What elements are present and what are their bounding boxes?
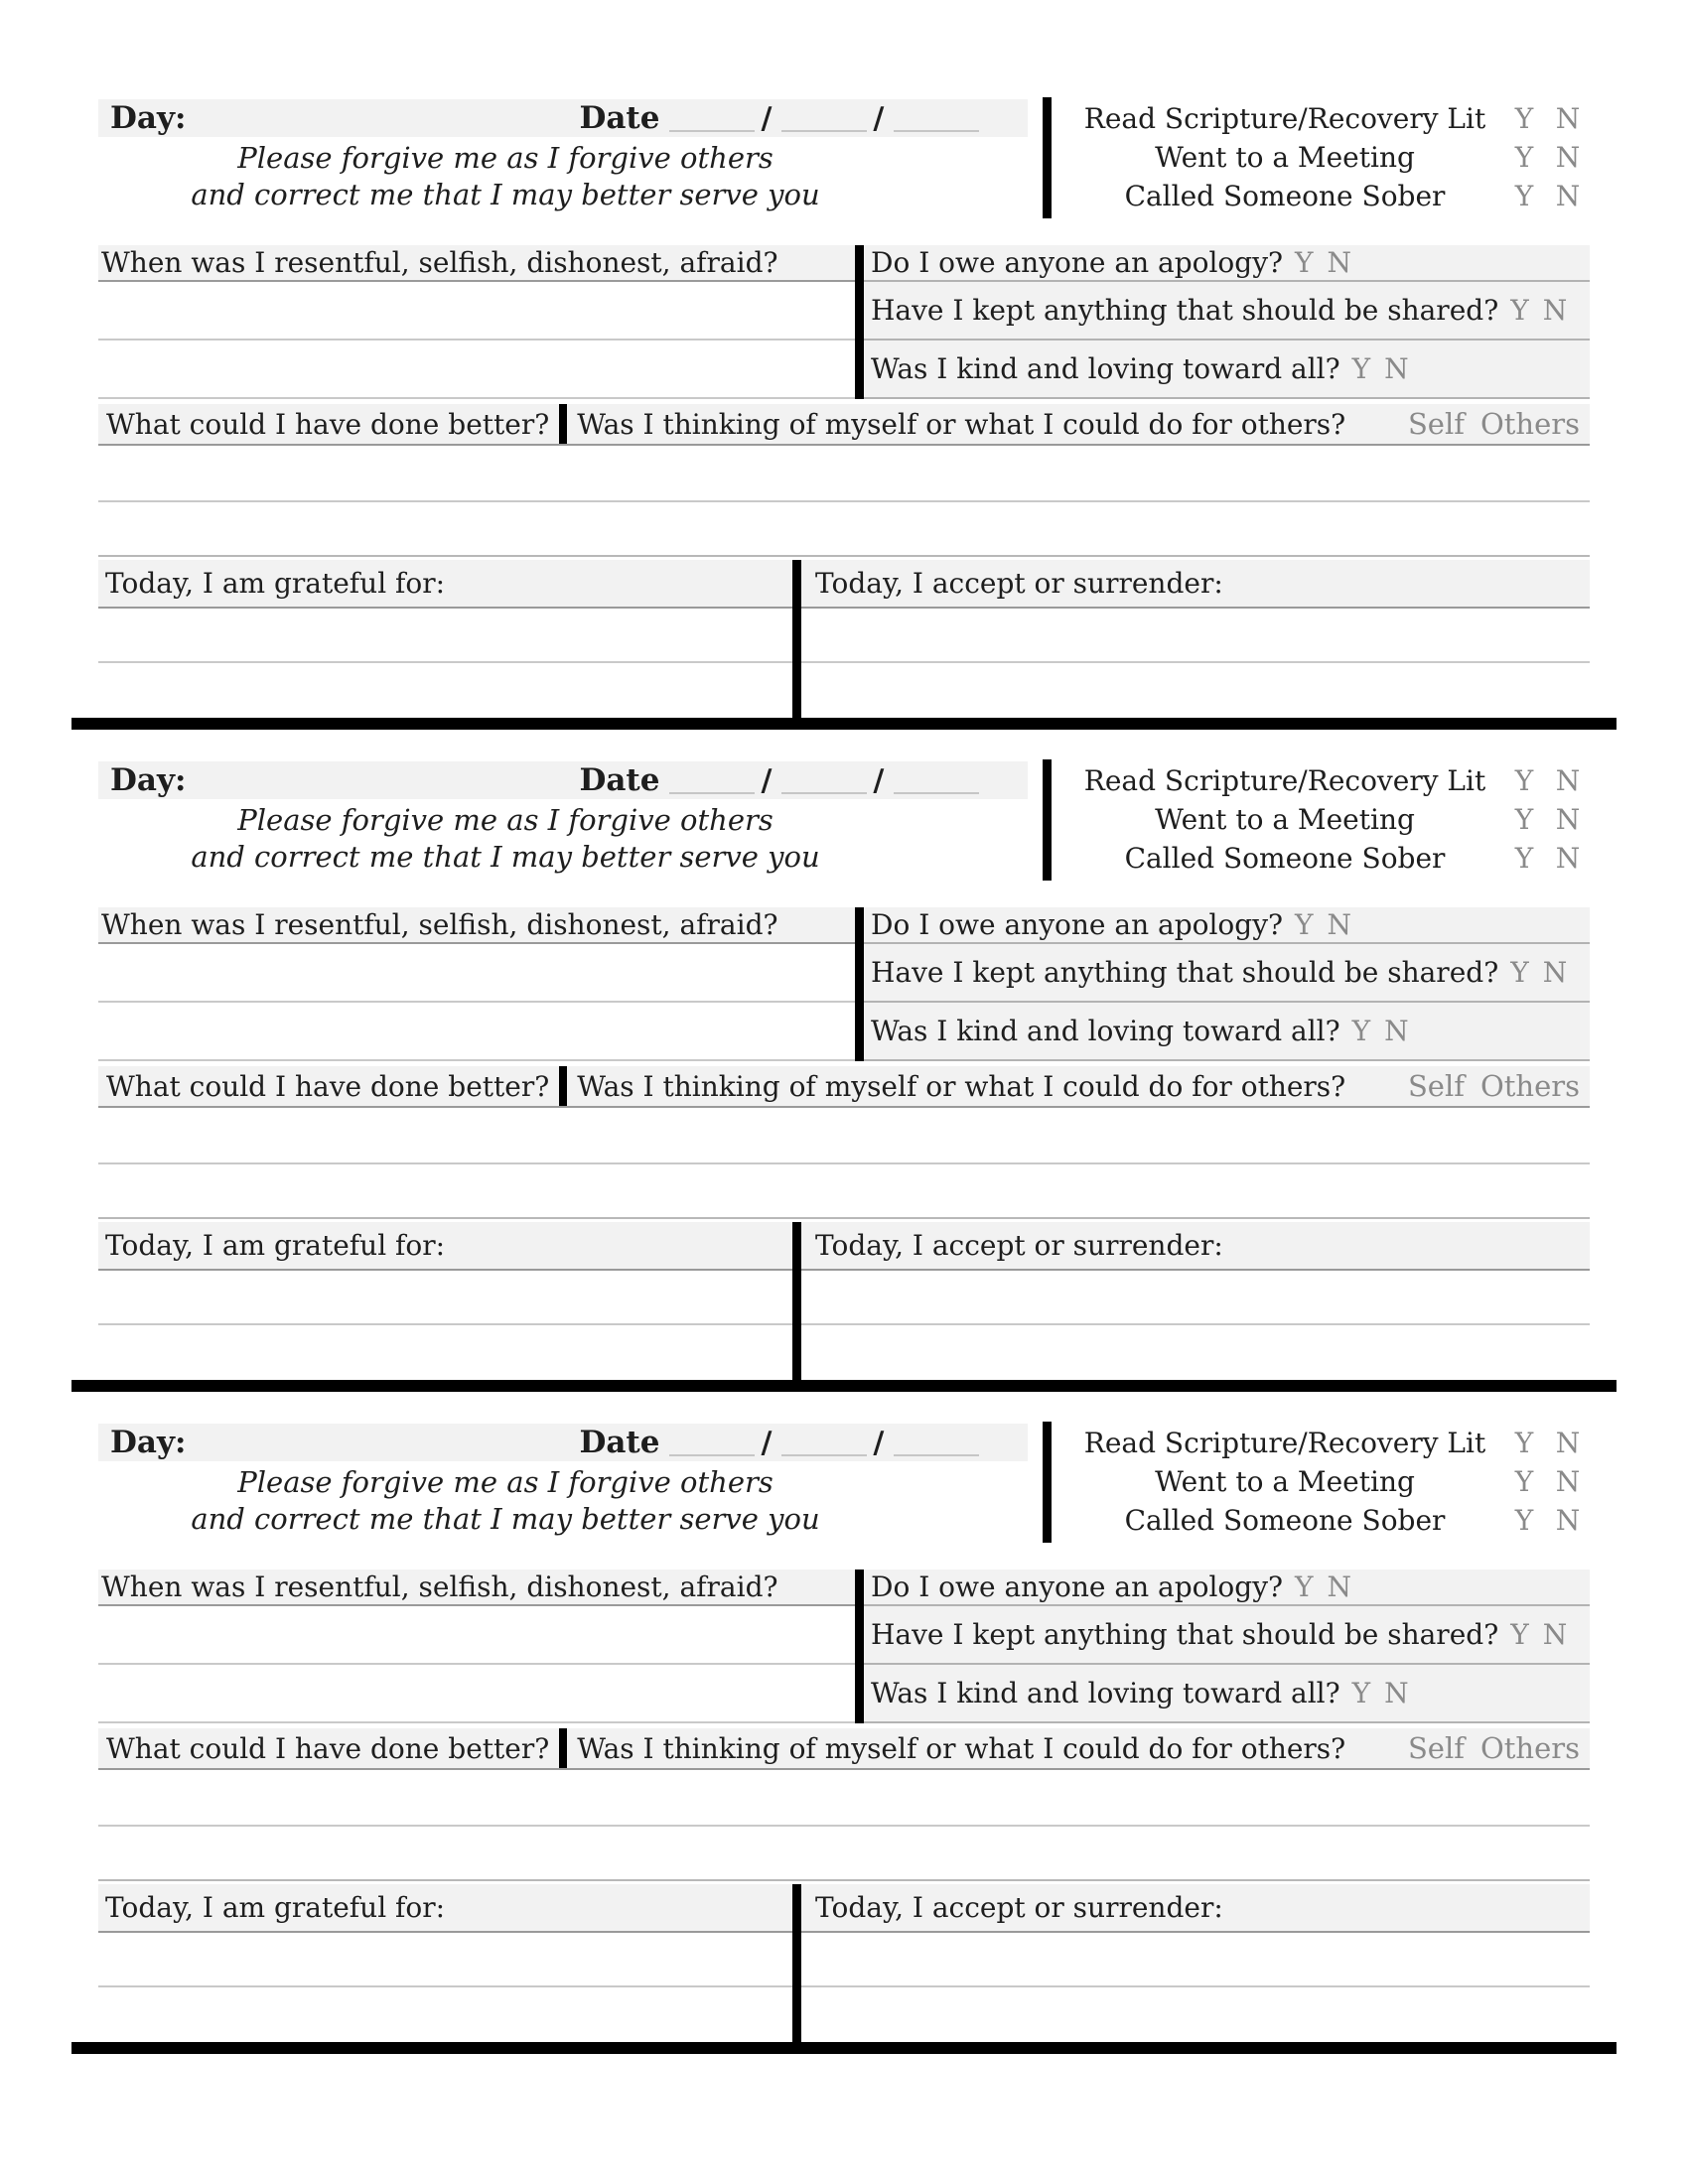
checklist-item-meeting — [1067, 138, 1590, 177]
yes-option[interactable]: Y — [1351, 1015, 1371, 1047]
writing-line[interactable] — [98, 1770, 1590, 1827]
entry-header — [98, 1424, 1590, 1543]
section-separator — [71, 1380, 1617, 1392]
date-slash: / — [761, 100, 773, 136]
date-year-blank[interactable] — [894, 768, 979, 794]
prayer-line-1: Please forgive me as I forgive others — [237, 1465, 774, 1499]
yes-option[interactable]: Y — [1514, 180, 1534, 212]
yes-option[interactable]: Y — [1514, 803, 1534, 836]
questions-divider-bar — [855, 1570, 864, 1723]
yes-option[interactable]: Y — [1514, 141, 1534, 174]
done-better-row — [98, 404, 1590, 446]
no-option[interactable]: N — [1555, 102, 1581, 135]
no-option[interactable]: N — [1555, 764, 1581, 797]
writing-line[interactable] — [98, 1665, 855, 1723]
date-slash: / — [761, 1425, 773, 1460]
others-option[interactable]: Others — [1479, 1069, 1580, 1103]
entry-header — [98, 761, 1590, 881]
resentful-column — [98, 1570, 855, 1723]
grateful-header: Today, I am grateful for: — [98, 560, 792, 609]
resentful-prompt: When was I resentful, selfish, dishonest, afraid? — [98, 907, 855, 944]
shared-question-row — [864, 1606, 1590, 1665]
yes-option[interactable]: Y — [1514, 842, 1534, 875]
resentful-prompt: When was I resentful, selfish, dishonest, afraid? — [98, 245, 855, 282]
checklist-item-label: Called Someone Sober — [1124, 1504, 1446, 1537]
yes-no-questions-column — [864, 245, 1590, 399]
prayer-line-2: and correct me that I may better serve you — [191, 178, 820, 211]
done-better-question: What could I have done better? — [106, 407, 550, 441]
date-day-blank[interactable] — [781, 106, 867, 132]
checklist-divider-bar — [1043, 1422, 1052, 1543]
yes-option[interactable]: Y — [1514, 1427, 1534, 1459]
checklist-item-scripture — [1067, 761, 1590, 800]
date-month-blank[interactable] — [669, 768, 755, 794]
shared-question-row — [864, 282, 1590, 341]
writing-line[interactable] — [98, 1003, 855, 1061]
yes-option[interactable]: Y — [1510, 1618, 1529, 1651]
kind-loving-question-row — [864, 1665, 1590, 1723]
writing-line[interactable] — [801, 1271, 1590, 1325]
question-text: Was I kind and loving toward all? — [871, 1677, 1340, 1709]
done-better-row — [98, 1728, 1590, 1770]
question-text: Have I kept anything that should be shared? — [871, 956, 1499, 989]
date-month-blank[interactable] — [669, 106, 755, 132]
no-option[interactable]: N — [1384, 1015, 1409, 1047]
gratitude-surrender-block — [98, 1884, 1590, 2042]
questions-divider-bar — [855, 907, 864, 1061]
daily-inventory-entry — [98, 99, 1590, 730]
day-date-column — [98, 1424, 1028, 1543]
yes-option[interactable]: Y — [1295, 908, 1314, 941]
yes-option[interactable]: Y — [1295, 246, 1314, 279]
day-label: Day: — [110, 762, 187, 798]
checklist-item-called-sober — [1067, 839, 1590, 878]
day-label: Day: — [110, 1425, 187, 1460]
entry-header — [98, 99, 1590, 218]
no-option[interactable]: N — [1555, 1427, 1581, 1459]
writing-line[interactable] — [801, 1325, 1590, 1380]
gratitude-top-rule — [98, 1217, 1590, 1219]
resentful-column — [98, 245, 855, 399]
surrender-column — [801, 1222, 1590, 1380]
yes-option[interactable]: Y — [1351, 352, 1371, 385]
grateful-column — [98, 560, 792, 718]
date-label: Date — [579, 100, 660, 136]
checklist-item-scripture — [1067, 99, 1590, 138]
date-year-blank[interactable] — [894, 1431, 979, 1456]
writing-line[interactable] — [801, 1987, 1590, 2042]
no-option[interactable]: N — [1327, 246, 1352, 279]
others-option[interactable]: Others — [1479, 1731, 1580, 1765]
question-text: Have I kept anything that should be shared? — [871, 1618, 1499, 1651]
writing-line[interactable] — [98, 1325, 792, 1380]
apology-question-row — [864, 907, 1590, 944]
checklist-item-label: Called Someone Sober — [1124, 842, 1446, 875]
question-text: Was I kind and loving toward all? — [871, 352, 1340, 385]
day-date-bar — [98, 761, 1028, 799]
daily-checklist — [1067, 99, 1590, 218]
apology-question-row — [864, 245, 1590, 282]
gratitude-divider-bar — [792, 1222, 801, 1380]
prayer-text — [98, 802, 913, 876]
yes-option[interactable]: Y — [1514, 1465, 1534, 1498]
prayer-line-2: and correct me that I may better serve you — [191, 840, 820, 874]
no-option[interactable]: N — [1542, 1618, 1568, 1651]
better-divider-bar — [559, 404, 567, 444]
prayer-line-1: Please forgive me as I forgive others — [237, 141, 774, 175]
surrender-header: Today, I accept or surrender: — [801, 1884, 1590, 1933]
prayer-text — [98, 1464, 913, 1538]
checklist-item-label: Called Someone Sober — [1124, 180, 1446, 212]
no-option[interactable]: N — [1555, 1504, 1581, 1537]
entries-container — [98, 99, 1590, 2054]
inventory-questions — [98, 1570, 1590, 1723]
prayer-line-2: and correct me that I may better serve you — [191, 1502, 820, 1536]
prayer-text — [98, 140, 913, 213]
gratitude-surrender-block — [98, 1222, 1590, 1380]
no-option[interactable]: N — [1327, 1570, 1352, 1603]
day-label: Day: — [110, 100, 187, 136]
daily-inventory-entry — [98, 761, 1590, 1392]
date-slash: / — [873, 1425, 885, 1460]
writing-line[interactable] — [98, 944, 855, 1003]
gratitude-surrender-block — [98, 560, 1590, 718]
checklist-column — [1028, 99, 1590, 218]
checklist-column — [1028, 761, 1590, 881]
checklist-item-label: Read Scripture/Recovery Lit — [1083, 1427, 1486, 1459]
self-or-others-question: Was I thinking of myself or what I could do for others? — [577, 1069, 1346, 1103]
surrender-header: Today, I accept or surrender: — [801, 1222, 1590, 1271]
shared-question-row — [864, 944, 1590, 1003]
date-label: Date — [579, 762, 660, 798]
grateful-header: Today, I am grateful for: — [98, 1884, 792, 1933]
inventory-questions — [98, 907, 1590, 1061]
checklist-divider-bar — [1043, 759, 1052, 881]
kind-loving-question-row — [864, 1003, 1590, 1061]
surrender-column — [801, 560, 1590, 718]
date-label: Date — [579, 1425, 660, 1460]
gratitude-divider-bar — [792, 560, 801, 718]
question-text: Do I owe anyone an apology? — [871, 246, 1284, 279]
gratitude-top-rule — [98, 1879, 1590, 1881]
date-year-blank[interactable] — [894, 106, 979, 132]
question-text: Have I kept anything that should be shared? — [871, 294, 1499, 327]
surrender-header: Today, I accept or surrender: — [801, 560, 1590, 609]
writing-line[interactable] — [98, 1271, 792, 1325]
checklist-item-label: Went to a Meeting — [1155, 1465, 1415, 1498]
done-better-row — [98, 1066, 1590, 1108]
writing-line[interactable] — [98, 663, 792, 718]
checklist-item-label: Went to a Meeting — [1155, 803, 1415, 836]
writing-line[interactable] — [98, 1933, 792, 1987]
done-better-question: What could I have done better? — [106, 1731, 550, 1765]
date-month-blank[interactable] — [669, 1431, 755, 1456]
better-divider-bar — [559, 1066, 567, 1106]
writing-line[interactable] — [98, 1108, 1590, 1164]
surrender-column — [801, 1884, 1590, 2042]
date-slash: / — [761, 762, 773, 798]
self-or-others-question: Was I thinking of myself or what I could do for others? — [577, 407, 1346, 441]
day-date-bar — [98, 1424, 1028, 1461]
writing-line[interactable] — [98, 282, 855, 341]
writing-line[interactable] — [801, 663, 1590, 718]
prayer-line-1: Please forgive me as I forgive others — [237, 803, 774, 837]
writing-line[interactable] — [98, 1987, 792, 2042]
writing-line[interactable] — [98, 609, 792, 663]
kind-loving-question-row — [864, 341, 1590, 399]
day-date-bar — [98, 99, 1028, 137]
date-slash: / — [873, 100, 885, 136]
day-date-column — [98, 761, 1028, 881]
checklist-item-label: Read Scripture/Recovery Lit — [1083, 102, 1486, 135]
inventory-questions — [98, 245, 1590, 399]
yes-option[interactable]: Y — [1510, 956, 1529, 989]
yes-no-questions-column — [864, 907, 1590, 1061]
yes-option[interactable]: Y — [1510, 294, 1529, 327]
writing-line[interactable] — [98, 446, 1590, 502]
resentful-prompt: When was I resentful, selfish, dishonest, afraid? — [98, 1570, 855, 1606]
no-option[interactable]: N — [1384, 1677, 1409, 1709]
yes-option[interactable]: Y — [1514, 764, 1534, 797]
self-option[interactable]: Self — [1407, 407, 1465, 441]
writing-line[interactable] — [98, 341, 855, 399]
grateful-header: Today, I am grateful for: — [98, 1222, 792, 1271]
writing-line[interactable] — [98, 1606, 855, 1665]
no-option[interactable]: N — [1555, 1465, 1581, 1498]
question-text: Do I owe anyone an apology? — [871, 908, 1284, 941]
writing-line[interactable] — [801, 1933, 1590, 1987]
yes-option[interactable]: Y — [1351, 1677, 1371, 1709]
checklist-item-called-sober — [1067, 177, 1590, 215]
no-option[interactable]: N — [1542, 294, 1568, 327]
self-or-others-question: Was I thinking of myself or what I could do for others? — [577, 1731, 1346, 1765]
checklist-item-scripture — [1067, 1424, 1590, 1462]
grateful-column — [98, 1884, 792, 2042]
checklist-item-meeting — [1067, 800, 1590, 839]
section-separator — [71, 718, 1617, 730]
section-separator — [71, 2042, 1617, 2054]
yes-option[interactable]: Y — [1514, 1504, 1534, 1537]
writing-line[interactable] — [801, 609, 1590, 663]
checklist-column — [1028, 1424, 1590, 1543]
no-option[interactable]: N — [1542, 956, 1568, 989]
question-text: Was I kind and loving toward all? — [871, 1015, 1340, 1047]
checklist-divider-bar — [1043, 97, 1052, 218]
checklist-item-label: Read Scripture/Recovery Lit — [1083, 764, 1486, 797]
checklist-item-label: Went to a Meeting — [1155, 141, 1415, 174]
checklist-item-called-sober — [1067, 1501, 1590, 1540]
no-option[interactable]: N — [1555, 180, 1581, 212]
yes-no-questions-column — [864, 1570, 1590, 1723]
others-option[interactable]: Others — [1479, 407, 1580, 441]
checklist-item-meeting — [1067, 1462, 1590, 1501]
date-slash: / — [873, 762, 885, 798]
no-option[interactable]: N — [1555, 842, 1581, 875]
grateful-column — [98, 1222, 792, 1380]
daily-checklist — [1067, 1424, 1590, 1543]
self-option[interactable]: Self — [1407, 1069, 1465, 1103]
resentful-column — [98, 907, 855, 1061]
date-day-blank[interactable] — [781, 768, 867, 794]
day-date-column — [98, 99, 1028, 218]
no-option[interactable]: N — [1384, 352, 1409, 385]
better-divider-bar — [559, 1728, 567, 1768]
self-option[interactable]: Self — [1407, 1731, 1465, 1765]
no-option[interactable]: N — [1555, 803, 1581, 836]
gratitude-divider-bar — [792, 1884, 801, 2042]
daily-inventory-entry — [98, 1424, 1590, 2054]
date-day-blank[interactable] — [781, 1431, 867, 1456]
done-better-question: What could I have done better? — [106, 1069, 550, 1103]
yes-option[interactable]: Y — [1514, 102, 1534, 135]
no-option[interactable]: N — [1327, 908, 1352, 941]
question-text: Do I owe anyone an apology? — [871, 1570, 1284, 1603]
yes-option[interactable]: Y — [1295, 1570, 1314, 1603]
questions-divider-bar — [855, 245, 864, 399]
gratitude-top-rule — [98, 555, 1590, 557]
no-option[interactable]: N — [1555, 141, 1581, 174]
apology-question-row — [864, 1570, 1590, 1606]
daily-checklist — [1067, 761, 1590, 881]
